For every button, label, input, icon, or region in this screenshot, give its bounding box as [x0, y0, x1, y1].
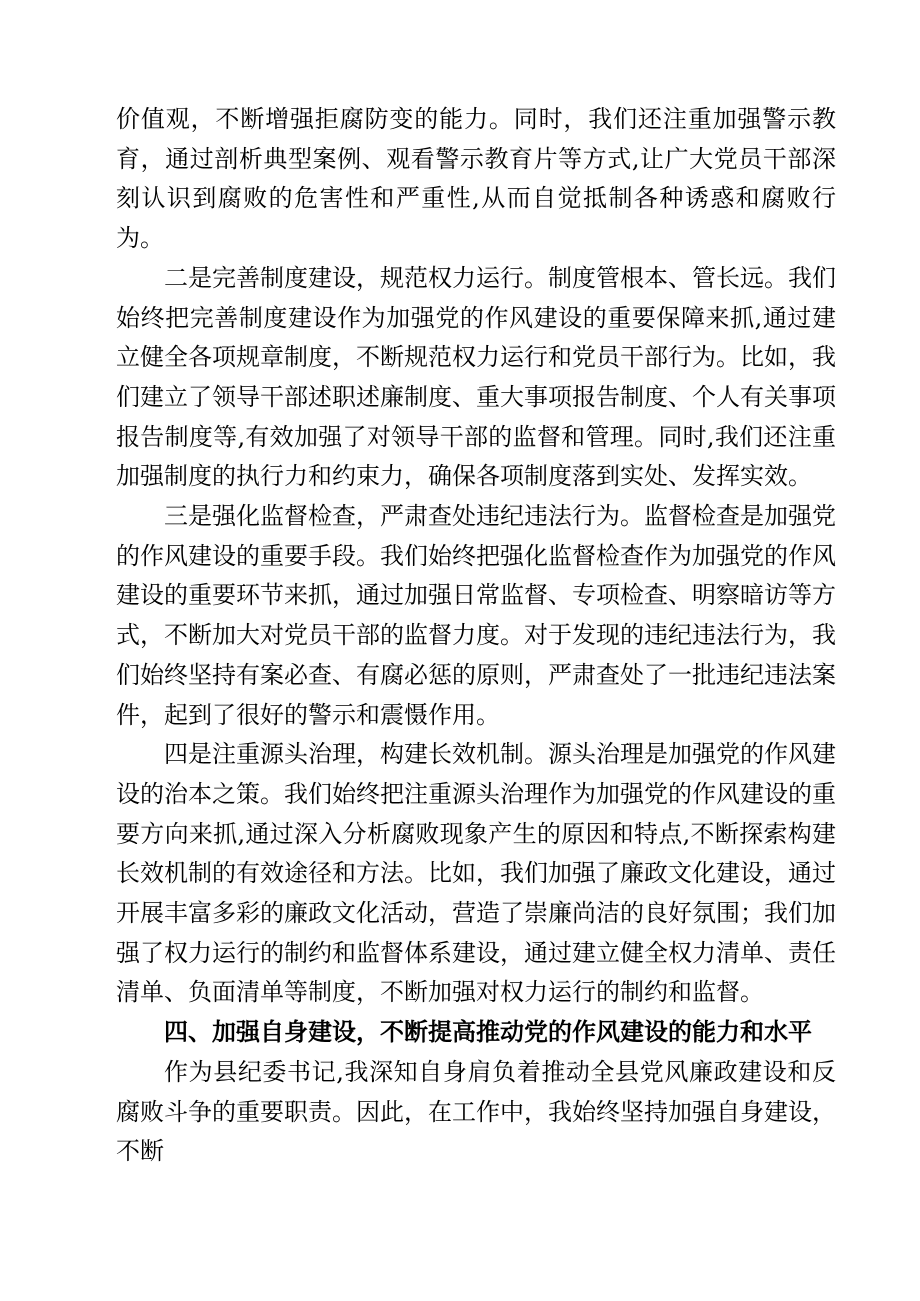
document-body: [116, 100, 836, 1172]
paragraph-continuation: 价值观，不断增强拒腐防变的能力。同时，我们还注重加强警示教育，通过剖析典型案例、观看警示教育片等方式,让广大党员干部深刻认识到腐败的危害性和严重性,从而自觉抵制各种诱惑和腐败行为。: [116, 105, 836, 253]
section-heading: 四、加强自身建设，不断提高推动党的作风建设的能力和水平: [164, 1018, 812, 1047]
paragraph-institution-building: 二是完善制度建设，规范权力运行。制度管根本、管长远。我们始终把完善制度建设作为加强党的作风建设的重要保障来抓,通过建立健全各项规章制度，不断规范权力运行和党员干部行为。比如，我们建立了领导干部述职述廉制度、重大事项报告制度、个人有关事项报告制度等,有效加强了对领导干部的监督和管理。同时,我们还注重加强制度的执行力和约束力，确保各项制度落到实处、发挥实效。: [116, 263, 836, 491]
paragraph-self-building: 作为县纪委书记,我深知自身肩负着推动全县党风廉政建设和反腐败斗争的重要职责。因此，在工作中，我始终坚持加强自身建设，不断: [116, 1057, 836, 1166]
paragraph-supervision-inspection: 三是强化监督检查，严肃查处违纪违法行为。监督检查是加强党的作风建设的重要手段。我们始终把强化监督检查作为加强党的作风建设的重要环节来抓，通过加强日常监督、专项检查、明察暗访等方式，不断加大对党员干部的监督力度。对于发现的违纪违法行为，我们始终坚持有案必查、有腐必惩的原则，严肃查处了一批违纪违法案件，起到了很好的警示和震慑作用。: [116, 502, 836, 729]
paragraph-source-governance: 四是注重源头治理，构建长效机制。源头治理是加强党的作风建设的治本之策。我们始终把注重源头治理作为加强党的作风建设的重要方向来抓,通过深入分析腐败现象产生的原因和特点,不断探索构建长效机制的有效途径和方法。比如，我们加强了廉政文化建设，通过开展丰富多彩的廉政文化活动，营造了崇廉尚洁的良好氛围；我们加强了权力运行的制约和监督体系建设，通过建立健全权力清单、责任清单、负面清单等制度，不断加强对权力运行的制约和监督。: [116, 740, 836, 1007]
